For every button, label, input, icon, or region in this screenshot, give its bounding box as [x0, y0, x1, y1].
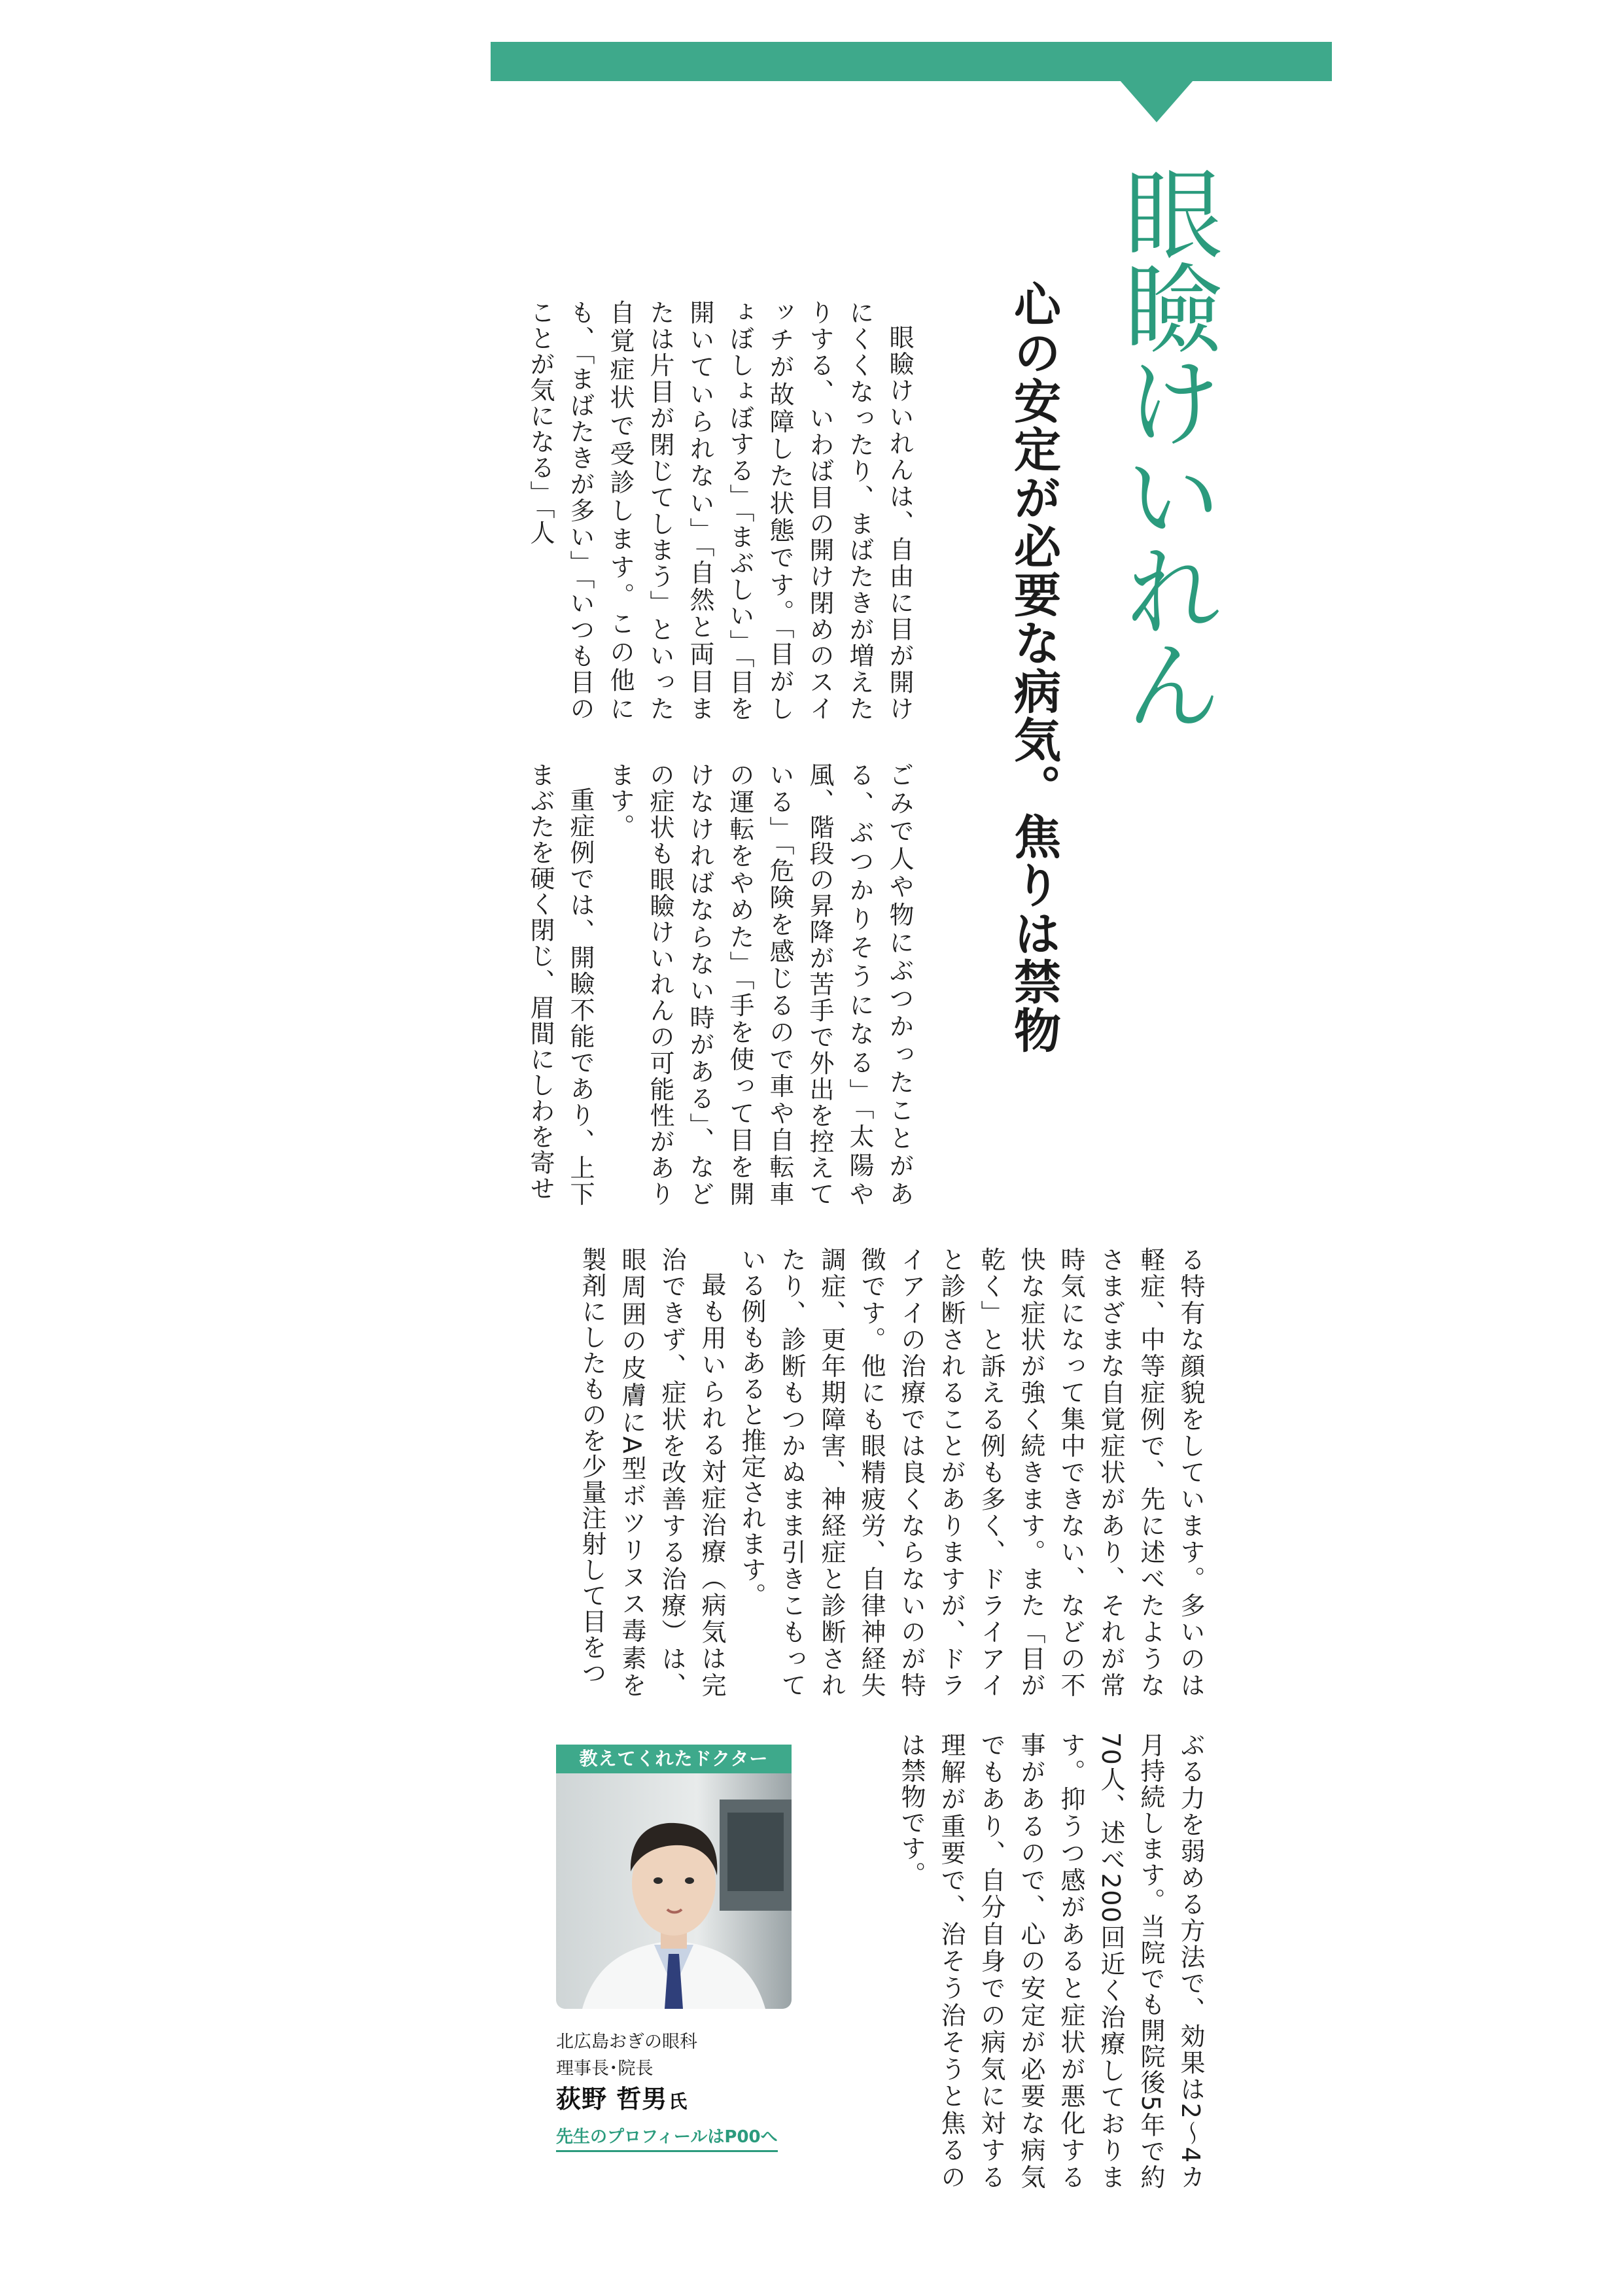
body-paragraph: 眼瞼けいれんは、自由に目が開けにくくなったり、まばたきが増えたりする、いわば目の開け閉めのスイッチが故障した状態です。「目がしょぼしょぼする」「まぶしい」「目を開いていられない」「自然と両目または片目が閉じてしまう」といった自覚症状で受診します。この他にも、「まばたきが多い」「いつも目のことが気になる」「人 [526, 300, 914, 722]
body-block-3 [556, 1247, 1210, 1698]
doctor-position: 理事長･院長 [556, 2059, 654, 2079]
body-block-2 [526, 762, 919, 1207]
doctor-portrait-illustration [556, 1773, 792, 2009]
doctor-name-line [556, 2082, 687, 2121]
body-block-4 [890, 1732, 1210, 2190]
body-paragraph: 最も用いられる対症治療（病気は完治できず、症状を改善する治療）は、眼周囲の皮膚にA型ボツリヌス毒素を製剤にしたものを少量注射して目をつ [578, 1247, 726, 1698]
doctor-name: 荻野 哲男 [556, 2085, 668, 2113]
body-paragraph: る特有な顔貌をしています。多いのは軽症、中等症例で、先に述べたようなさまざまな自覚症状があり、それが常時気になって集中できない、などの不快な症状が強く続きます。また「目が乾く」と訴える例も多く、ドライアイと診断されることがありますが、ドライアイの治療では良くならないのが特徴です。他にも眼精疲労、自律神経失調症、更年期障害、神経症と診断されたり、診断もつかぬまま引きこもっている例もあると推定されます。 [737, 1247, 1205, 1698]
header-pointer [1120, 80, 1193, 122]
profile-link[interactable]: 先生のプロフィールはP00へ [556, 2124, 778, 2152]
clinic-name: 北広島おぎの眼科 [556, 2032, 697, 2052]
body-paragraph: 重症例では、開瞼不能であり、上下まぶたを硬く閉じ、眉間にしわを寄せ [526, 762, 595, 1207]
article-subtitle: 心の安定が必要な病気。焦りは禁物 [1006, 280, 1061, 1054]
body-block-1 [526, 300, 919, 722]
article-title: 眼瞼けいれん [1108, 164, 1221, 729]
doctor-badge: 教えてくれたドクター [556, 1745, 792, 1773]
body-paragraph: ぶる力を弱める方法で、効果は2～4カ月持続します。当院でも開院後5年で約70人、述べ200回近く治療しております。抑うつ感があると症状が悪化する事があるので、心の安定が必要な病気でもあり、自分自身での病気に対する理解が重要で、治そう治そうと焦るのは禁物です。 [897, 1732, 1205, 2190]
doctor-honorific: 氏 [669, 2091, 688, 2112]
doctor-photo [556, 1773, 792, 2009]
body-paragraph: ごみで人や物にぶつかったことがある、ぶつかりそうになる」「太陽や風、階段の昇降が苦手で外出を控えている」「危険を感じるので車や自転車の運転をやめた」「手を使って目を開けなければならない時がある」、などの症状も眼瞼けいれんの可能性があります。 [606, 762, 914, 1207]
header-accent-bar [491, 42, 1332, 81]
doctor-card [556, 1745, 792, 2163]
